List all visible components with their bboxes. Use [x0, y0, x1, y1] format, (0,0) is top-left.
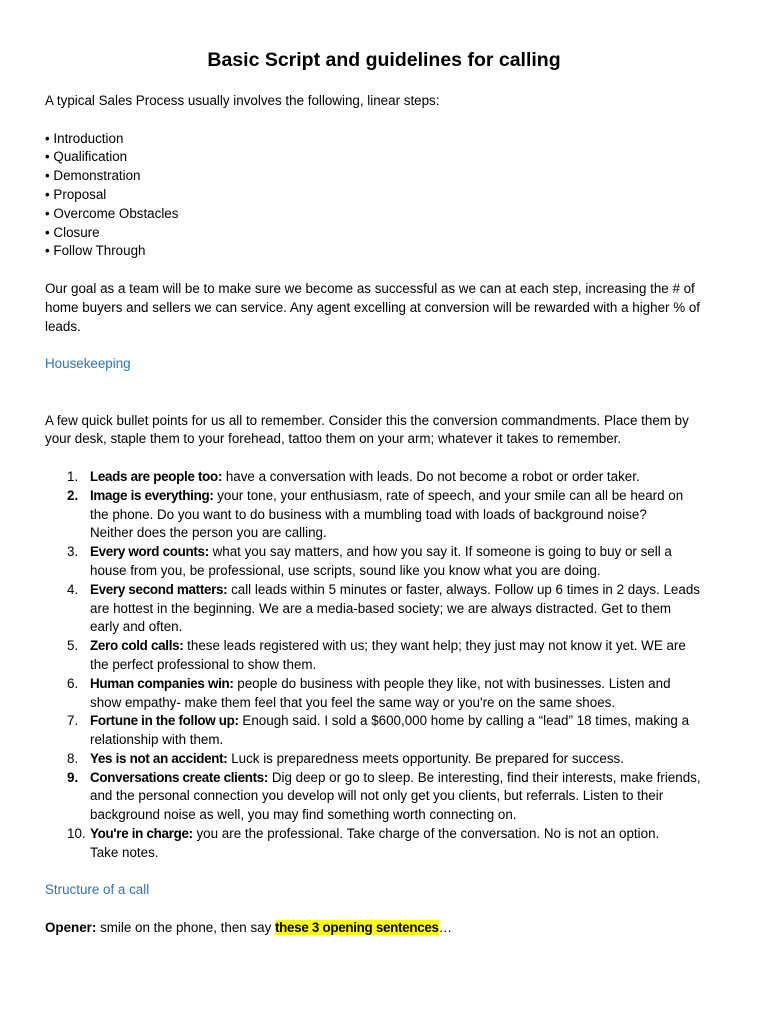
commandment-text: people do business with people they like, not with businesses. Listen and — [233, 675, 671, 691]
commandment-item — [45, 637, 723, 675]
commandment-lead: Zero cold calls: — [90, 638, 184, 654]
goal-line: Our goal as a team will be to make sure we become as successful as we can at each step, increasing the # of — [45, 280, 695, 296]
housekeeping-line: A few quick bullet points for us all to remember. Consider this the conversion commandments. Place them by — [45, 412, 689, 428]
commandment-text: relationship with them. — [90, 732, 224, 748]
commandment-text: early and often. — [90, 619, 183, 635]
commandments-list — [45, 468, 723, 863]
commandment-text: and the personal connection you develop will not only get you clients, but referrals. Listen to their — [90, 788, 664, 804]
housekeeping-heading: Housekeeping — [45, 356, 131, 372]
commandment-lead: Image is everything: — [90, 487, 214, 503]
commandment-lead: Every second matters: — [90, 581, 228, 597]
intro-paragraph: A typical Sales Process usually involves the following, linear steps: — [45, 93, 440, 108]
commandment-text: Take notes. — [90, 844, 159, 860]
commandment-text: Dig deep or go to sleep. Be interesting, find their interests, make friends, — [268, 769, 701, 785]
commandment-text: Enough said. I sold a $600,000 home by calling a “lead” 18 times, making a — [238, 713, 690, 729]
commandment-text: are hottest in the beginning. We are a media-based society; we are always distracted. Get to them — [90, 600, 672, 616]
commandment-text: the perfect professional to show them. — [90, 656, 317, 672]
opener-paragraph — [45, 919, 723, 938]
commandment-number: 7. — [67, 713, 79, 729]
commandment-text: house from you, be professional, use scripts, sound like you know what you are doing. — [90, 562, 601, 578]
list-item: • Closure — [45, 224, 723, 243]
commandment-item — [45, 675, 723, 713]
list-item: • Overcome Obstacles — [45, 205, 723, 224]
commandment-number: 6. — [67, 675, 79, 691]
housekeeping-line: your desk, staple them to your forehead, tattoo them on your arm; whatever it takes to remember. — [45, 431, 622, 447]
commandment-text: have a conversation with leads. Do not become a robot or order taker. — [222, 468, 640, 484]
commandment-item — [45, 769, 723, 825]
structure-heading: Structure of a call — [45, 882, 150, 898]
spacer — [45, 863, 723, 882]
commandment-number: 4. — [67, 581, 79, 597]
document-title: Basic Script and guidelines for calling — [207, 49, 561, 71]
spacer — [45, 336, 723, 355]
commandment-text: Luck is preparedness meets opportunity. Be prepared for success. — [227, 750, 624, 766]
commandment-lead: Yes is not an accident: — [90, 750, 228, 766]
commandment-number: 3. — [67, 544, 79, 560]
commandment-number: 1. — [67, 468, 79, 484]
goal-paragraph — [45, 280, 723, 336]
spacer — [45, 261, 723, 280]
commandment-number: 10. — [67, 826, 86, 842]
spacer — [45, 449, 723, 468]
commandment-item — [45, 712, 723, 750]
commandment-lead: You're in charge: — [90, 826, 193, 842]
commandment-lead: Every word counts: — [90, 544, 209, 560]
commandment-lead: Fortune in the follow up: — [90, 713, 239, 729]
opener-tail: … — [438, 920, 453, 936]
list-item: • Qualification — [45, 148, 723, 167]
opener-label: Opener: — [45, 920, 97, 936]
commandment-item — [45, 825, 723, 863]
commandment-text: your tone, your enthusiasm, rate of speech, and your smile can all be heard on — [213, 487, 684, 503]
spacer — [45, 111, 723, 130]
commandment-text: the phone. Do you want to do business with a mumbling toad with loads of background noise? — [90, 506, 647, 522]
commandment-text: background noise as well, you may find something worth connecting on. — [90, 807, 517, 823]
commandment-lead: Conversations create clients: — [90, 769, 269, 785]
commandment-text: call leads within 5 minutes or faster, always. Follow up 6 times in 2 days. Leads — [227, 581, 700, 597]
commandment-item — [45, 487, 723, 543]
commandment-lead: Human companies win: — [90, 675, 234, 691]
list-item: • Introduction — [45, 130, 723, 149]
goal-line: home buyers and sellers we can service. Any agent excelling at conversion will be rewarded with a higher % of — [45, 299, 700, 315]
commandment-text: these leads registered with us; they want help; they just may not know it yet. WE are — [183, 638, 686, 654]
commandment-number: 2. — [67, 487, 79, 503]
housekeeping-paragraph — [45, 412, 723, 450]
list-item: • Follow Through — [45, 242, 723, 261]
commandment-text: Neither does the person you are calling. — [90, 525, 327, 541]
commandment-item — [45, 750, 723, 769]
opener-highlight: these 3 opening sentences — [275, 920, 439, 936]
commandment-number: 5. — [67, 638, 79, 654]
commandment-item — [45, 543, 723, 581]
sales-steps-list — [45, 130, 723, 262]
commandment-text: what you say matters, and how you say it. If someone is going to buy or sell a — [208, 544, 672, 560]
opener-text: smile on the phone, then say — [96, 920, 275, 936]
commandment-number: 8. — [67, 750, 79, 766]
commandment-lead: Leads are people too: — [90, 468, 223, 484]
commandment-item — [45, 468, 723, 487]
spacer — [45, 374, 723, 393]
goal-line: leads. — [45, 318, 81, 334]
commandment-text: show empathy- make them feel that you feel the same way or you're on the same shoes. — [90, 694, 616, 710]
commandment-number: 9. — [67, 769, 79, 785]
spacer — [45, 900, 723, 919]
commandment-text: you are the professional. Take charge of the conversation. No is not an option. — [192, 826, 660, 842]
spacer — [45, 393, 723, 412]
list-item: • Proposal — [45, 186, 723, 205]
commandment-item — [45, 581, 723, 637]
list-item: • Demonstration — [45, 167, 723, 186]
